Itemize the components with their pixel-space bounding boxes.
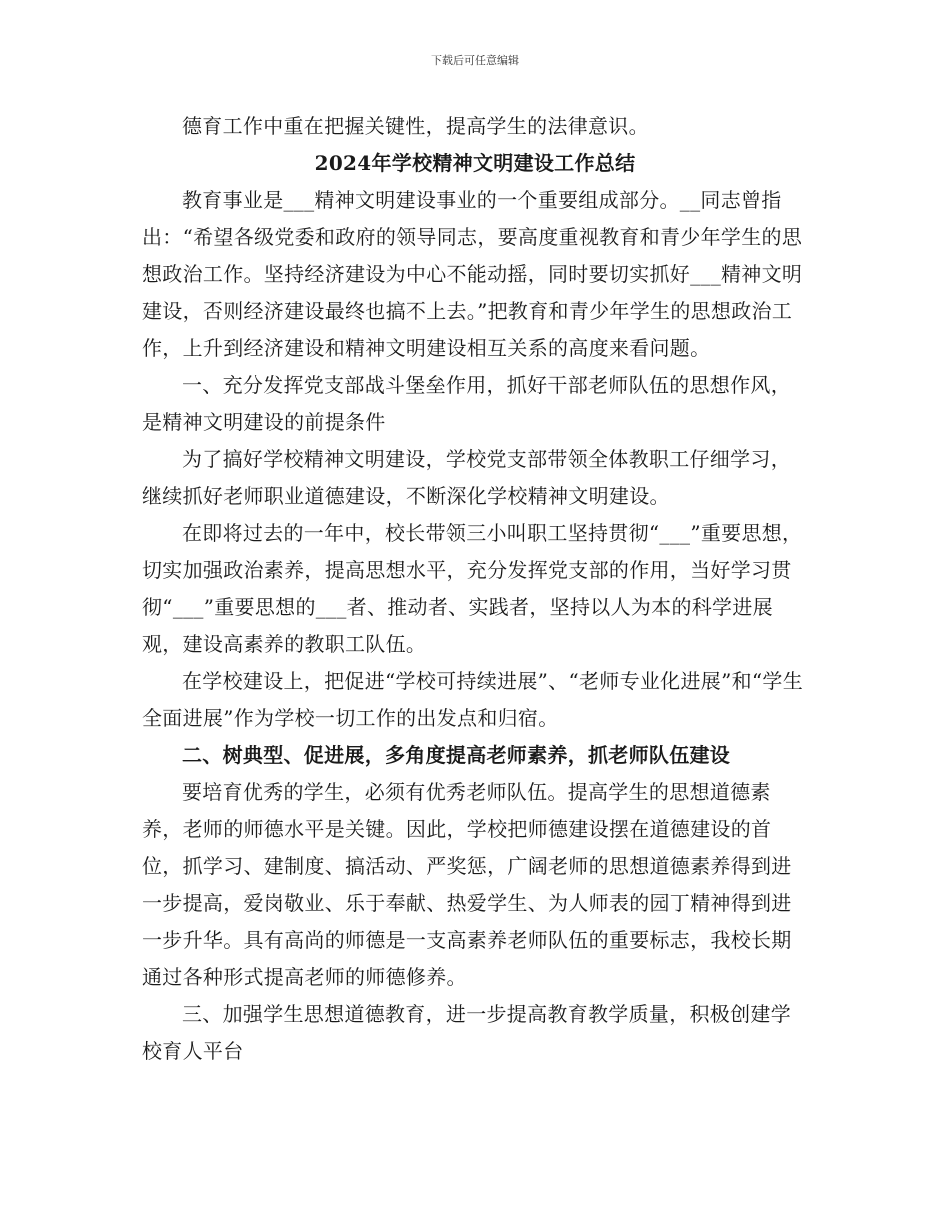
section-heading-2: 二、树典型、促进展，多角度提高老师素养，抓老师队伍建设 (182, 743, 731, 767)
paragraph: 在即将过去的一年中，校长带领三小叫职工坚持贯彻“___”重要思想，切实加强政治素养，提高思想水平，充分发挥党支部的作用，当好学习贯彻“___”重要思想的___者、推动者、实践者，坚持以人为本的科学进展观，建设高素养的教职工队伍。 (142, 521, 803, 656)
document-body (142, 108, 808, 1070)
paragraph: 在学校建设上，把促进“学校可持续进展”、“老师专业化进展”和“学生全面进展”作为学校一切工作的出发点和归宿。 (142, 669, 804, 730)
document-title: 2024年学校精神文明建设工作总结 (314, 151, 636, 175)
paragraph: 为了搞好学校精神文明建设，学校党支部带领全体教职工仔细学习，继续抓好老师职业道德建设，不断深化学校精神文明建设。 (142, 447, 791, 508)
section-heading-3: 三、加强学生思想道德教育，进一步提高教育教学质量，积极创建学校育人平台 (142, 1002, 791, 1063)
page-header: 下载后可任意编辑 (431, 54, 519, 67)
paragraph: 要培育优秀的学生，必须有优秀老师队伍。提高学生的思想道德素养，老师的师德水平是关键。因此，学校把师德建设摆在道德建设的首位，抓学习、建制度、搞活动、严奖惩，广阔老师的思想道德素养得到进一步提高，爱岗敬业、乐于奉献、热爱学生、为人师表的园丁精神得到进一步升华。具有高尚的师德是一支高素养老师队伍的重要标志，我校长期通过各种形式提高老师的师德修养。 (142, 780, 792, 989)
paragraph-intro: 德育工作中重在把握关键性，提高学生的法律意识。 (182, 114, 649, 138)
section-heading-1: 一、充分发挥党支部战斗堡垒作用，抓好干部老师队伍的思想作风，是精神文明建设的前提条件 (142, 373, 791, 434)
paragraph: 教育事业是___精神文明建设事业的一个重要组成部分。__同志曾指出：“希望各级党委和政府的领导同志，要高度重视教育和青少年学生的思想政治工作。坚持经济建设为中心不能动摇，同时要切实抓好___精神文明建设，否则经济建设最终也搞不上去。”把教育和青少年学生的思想政治工作，上升到经济建设和精神文明建设相互关系的高度来看问题。 (142, 188, 803, 360)
